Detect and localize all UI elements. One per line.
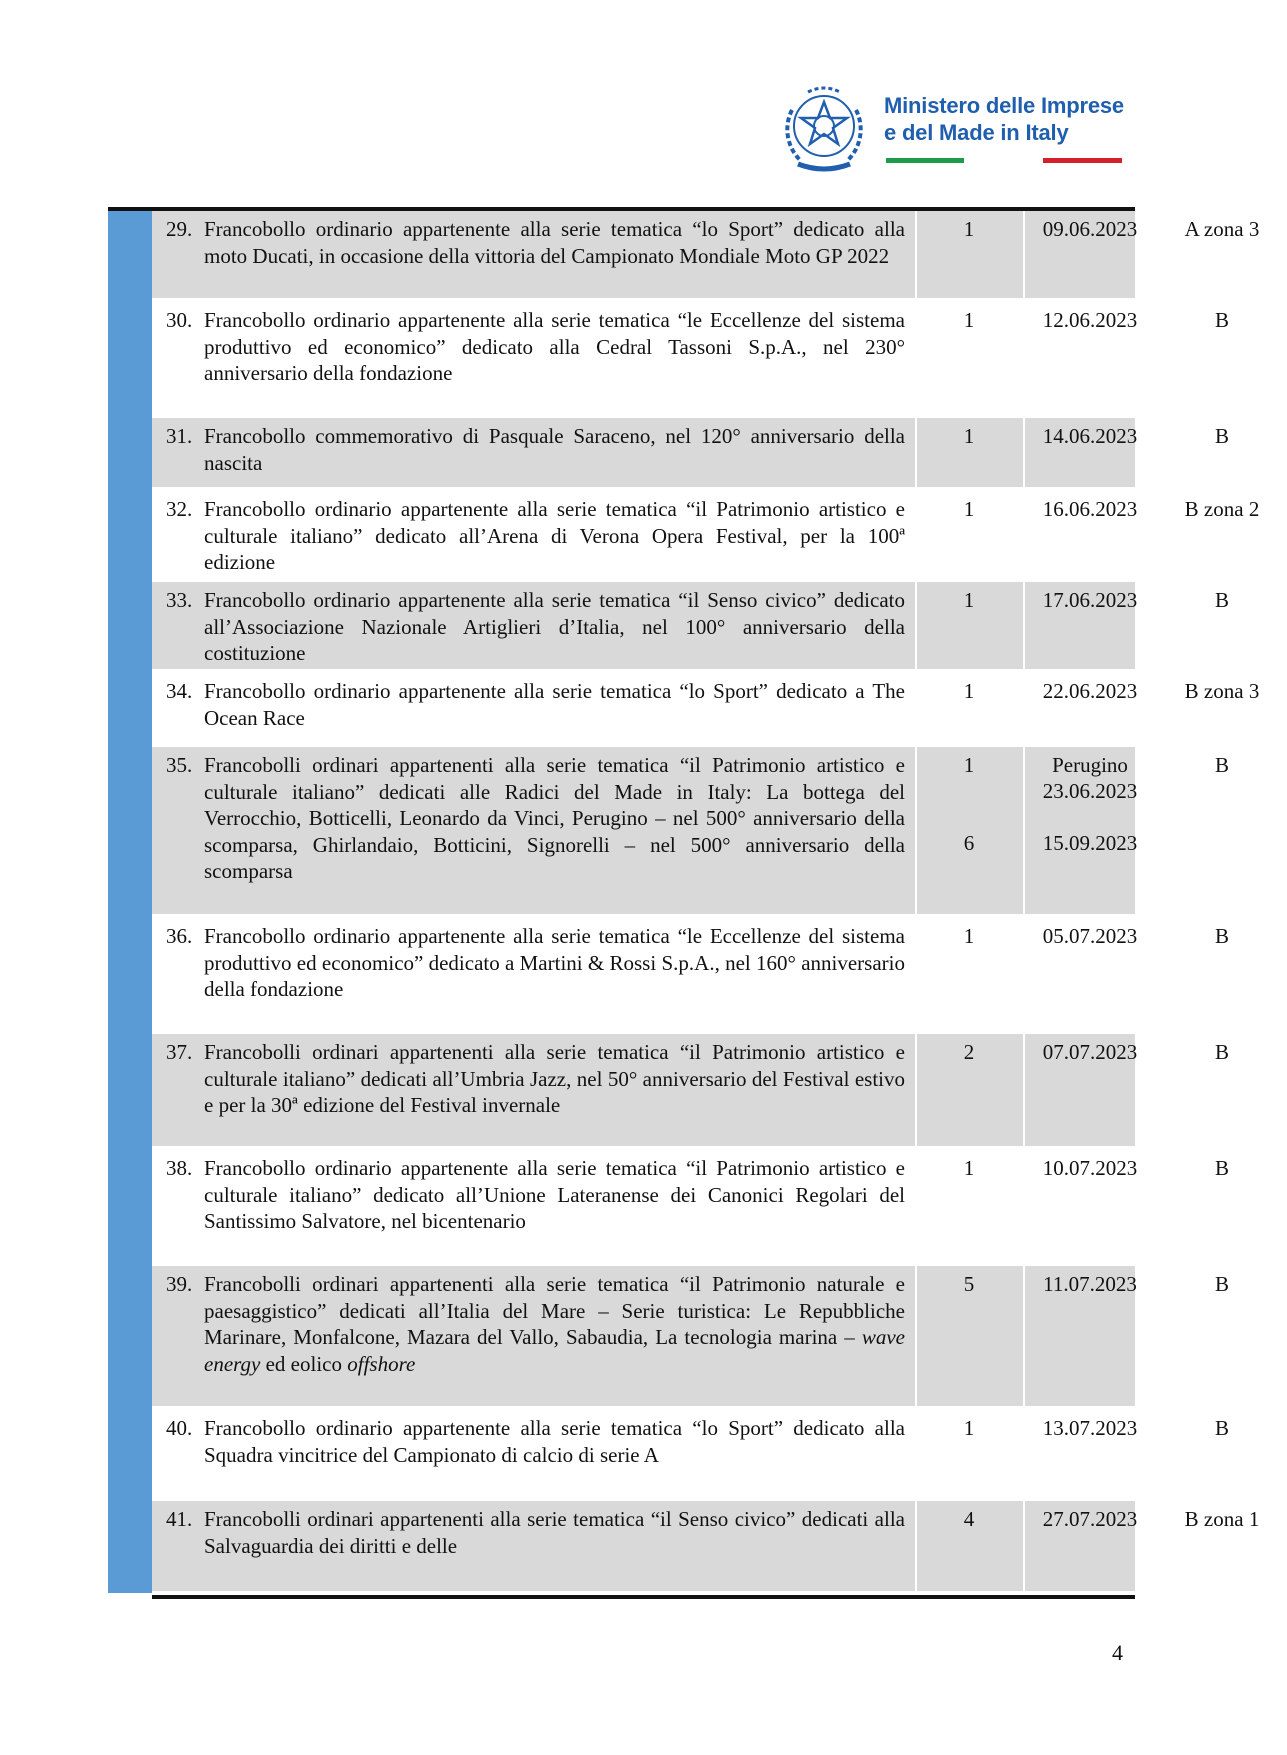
row-number: 33. <box>166 588 193 612</box>
row-description: Francobollo ordinario appartenente alla serie tematica “le Eccellenze del sistema produttivo ed economico” dedicato a Martini & Rossi S.p.A., nel 160° anniversario della fondazione <box>204 924 905 1001</box>
flag-stripe-red <box>1043 158 1122 163</box>
row-number: 37. <box>166 1040 193 1064</box>
row-quantity: 1 <box>963 217 975 241</box>
row-description: Francobollo ordinario appartenente alla serie tematica “il Patrimonio artistico e culturale italiano” dedicato all’Arena di Verona Opera Festival, per la 100ª edizione <box>204 497 905 574</box>
row-date-second: 15.09.2023 <box>1042 831 1138 855</box>
row-quantity: 1 <box>963 1156 975 1180</box>
table-row <box>152 1266 1229 1406</box>
row-date: 12.06.2023 <box>1042 308 1138 332</box>
row-zone: B <box>1214 924 1229 948</box>
row-quantity: 1 <box>963 1416 975 1440</box>
row-date: 16.06.2023 <box>1042 497 1138 521</box>
table-row <box>152 302 1229 414</box>
row-quantity: 1 <box>963 308 975 332</box>
table-row <box>152 918 1229 1030</box>
table-row <box>152 1501 1260 1591</box>
table-row <box>152 582 1229 669</box>
row-description: Francobolli ordinari appartenenti alla serie tematica “il Patrimonio artistico e culturale italiano” dedicati alle Radici del Made in Italy: La bottega del Verrocchio, Botticelli, Leonardo da Vinci, Perugino – nel 500° anniversario della scomparsa, Ghirlandaio, Botticini, Signorelli – nel 500° anniversario della scomparsa <box>204 753 905 883</box>
row-zone: A zona 3 <box>1184 217 1260 241</box>
row-date: 05.07.2023 <box>1042 924 1138 948</box>
row-number: 35. <box>166 753 193 777</box>
row-description: Francobolli ordinari appartenenti alla serie tematica “il Senso civico” dedicati alla Salvaguardia dei diritti e delle <box>204 1507 905 1558</box>
table-row <box>152 1150 1229 1262</box>
row-number: 30. <box>166 308 193 332</box>
row-number: 41. <box>166 1507 193 1531</box>
row-date: 14.06.2023 <box>1042 424 1138 448</box>
row-date: 11.07.2023 <box>1043 1272 1137 1296</box>
row-number: 32. <box>166 497 193 521</box>
row-zone: B zona 1 <box>1184 1507 1260 1531</box>
flag-stripe-green <box>886 158 964 163</box>
row-description: Francobolli ordinari appartenenti alla serie tematica “il Patrimonio artistico e culturale italiano” dedicati all’Umbria Jazz, nel 50° anniversario del Festival estivo e per la 30ª edizione del Festival invernale <box>204 1040 905 1117</box>
table-bottom-rule <box>152 1595 1135 1599</box>
row-quantity: 1 <box>963 497 975 521</box>
row-quantity: 1 <box>963 424 975 448</box>
row-zone: B <box>1214 1416 1229 1440</box>
row-number: 36. <box>166 924 193 948</box>
row-quantity: 4 <box>963 1507 975 1531</box>
row-zone: B <box>1214 753 1229 777</box>
table-side-bar <box>108 207 152 1593</box>
row-quantity: 1 <box>963 588 975 612</box>
row-zone: B zona 2 <box>1184 497 1260 521</box>
table-row <box>152 747 1229 914</box>
row-quantity: 1 <box>963 924 975 948</box>
stamps-table <box>108 207 1260 1600</box>
row-description-text: ed eolico <box>260 1351 348 1376</box>
row-date: 23.06.2023 <box>1042 779 1138 803</box>
ministry-name-line2: e del Made in Italy <box>884 120 1069 145</box>
row-date: 22.06.2023 <box>1042 679 1138 703</box>
row-number: 39. <box>166 1272 193 1296</box>
row-description: Francobollo commemorativo di Pasquale Saraceno, nel 120° anniversario della nascita <box>204 424 905 475</box>
row-zone: B zona 3 <box>1184 679 1260 703</box>
ministry-name <box>884 92 1124 146</box>
row-quantity: 5 <box>963 1272 975 1296</box>
row-date: 17.06.2023 <box>1042 588 1138 612</box>
row-description-italic: offshore <box>347 1351 416 1376</box>
row-description-italic: wave energy <box>204 1325 905 1376</box>
row-quantity: 2 <box>963 1040 975 1064</box>
row-description: Francobollo ordinario appartenente alla serie tematica “il Senso civico” dedicato all’Associazione Nazionale Artiglieri d’Italia, nel 100° anniversario della costituzione <box>204 588 905 665</box>
row-zone: B <box>1214 588 1229 612</box>
row-date: 07.07.2023 <box>1042 1040 1138 1064</box>
row-description: Francobollo ordinario appartenente alla serie tematica “le Eccellenze del sistema produttivo ed economico” dedicato alla Cedral Tassoni S.p.A., nel 230° anniversario della fondazione <box>204 308 905 385</box>
table-row <box>152 418 1229 487</box>
row-zone: B <box>1214 1156 1229 1180</box>
row-date: 09.06.2023 <box>1042 217 1138 241</box>
row-description: Francobollo ordinario appartenente alla serie tematica “il Patrimonio artistico e culturale italiano” dedicato all’Unione Lateranense dei Canonici Regolari del Santissimo Salvatore, nel bicentenario <box>204 1156 905 1233</box>
row-zone: B <box>1214 424 1229 448</box>
row-date: 27.07.2023 <box>1042 1507 1138 1531</box>
row-quantity: 1 <box>963 753 975 777</box>
page-number: 4 <box>1112 1640 1123 1665</box>
row-number: 40. <box>166 1416 193 1440</box>
row-quantity: 1 <box>963 679 975 703</box>
italian-republic-emblem-icon <box>778 80 870 176</box>
row-number: 31. <box>166 424 193 448</box>
row-description: Francobollo ordinario appartenente alla serie tematica “lo Sport” dedicato alla Squadra vincitrice del Campionato di calcio di serie A <box>204 1416 905 1467</box>
ministry-name-line1: Ministero delle Imprese <box>884 93 1124 118</box>
row-description: Francobollo ordinario appartenente alla serie tematica “lo Sport” dedicato alla moto Ducati, in occasione della vittoria del Campionato Mondiale Moto GP 2022 <box>204 217 905 268</box>
row-date-label: Perugino <box>1052 753 1128 777</box>
row-quantity-second: 6 <box>963 831 975 855</box>
row-zone: B <box>1214 308 1229 332</box>
row-description <box>204 1271 905 1377</box>
row-zone: B <box>1214 1040 1229 1064</box>
row-date: 13.07.2023 <box>1042 1416 1138 1440</box>
row-description: Francobollo ordinario appartenente alla serie tematica “lo Sport” dedicato a The Ocean Race <box>204 679 905 730</box>
row-date: 10.07.2023 <box>1042 1156 1138 1180</box>
row-description-text: Francobolli ordinari appartenenti alla serie tematica “il Patrimonio naturale e paesaggistico” dedicati all’Italia del Mare – Serie turistica: Le Repubbliche Marinare, Monfalcone, Mazara del Vallo, Sabaudia, La tecnologia marina – <box>204 1272 905 1349</box>
table-row <box>152 1410 1229 1497</box>
table-row <box>152 673 1260 743</box>
row-number: 29. <box>166 217 193 241</box>
row-number: 38. <box>166 1156 193 1180</box>
row-zone: B <box>1214 1272 1229 1296</box>
table-row <box>152 1034 1229 1146</box>
row-number: 34. <box>166 679 193 703</box>
table-row <box>152 491 1260 578</box>
table-row <box>152 211 1260 298</box>
